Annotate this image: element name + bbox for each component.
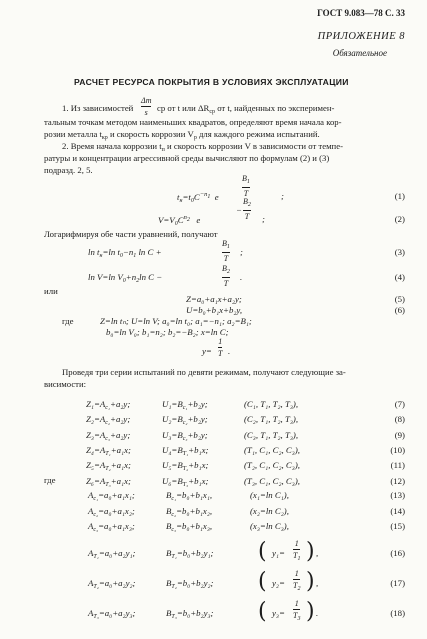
word-gde-1: где (62, 316, 74, 326)
para4-line2: висимости: (44, 379, 87, 389)
system-row-params: (T₁, C₁, C₂, C₃), (244, 444, 300, 455)
system-row-u (162, 460, 208, 473)
equation-3-end: ; (240, 247, 243, 257)
def-number: (15) (390, 521, 405, 531)
a-letter: A (88, 608, 94, 618)
den-letter: T (293, 581, 298, 591)
para1-line1-rest: ср от t или $\Delta R_{ср}$ от t, найденных по эксперимен- (157, 103, 335, 115)
b-letter: B (166, 490, 172, 500)
equation-1-end: ; (281, 191, 284, 201)
para1-line2: тальным точкам методом наименьших квадратов, определяют время начала кор- (44, 117, 342, 127)
paren-left: ( (258, 539, 267, 564)
equation-2-exponent: $B_2$ T (243, 197, 251, 221)
equation-6: U=b₀+b₁x+b₂y, (186, 305, 243, 315)
frac-bar (293, 609, 300, 610)
definitions-line-2: b₀=ln V₀; b₁=n₂; b₂=−B₂; x=ln C; (106, 327, 229, 337)
defT-a (88, 548, 136, 561)
a-letter: A (88, 521, 94, 531)
equation-1-number: (1) (394, 191, 405, 201)
system-row-z (86, 460, 131, 473)
u-sub: c₃ (182, 435, 188, 442)
a-letter: A (88, 490, 94, 500)
equation-2-minus: − (236, 205, 242, 215)
def-b (166, 521, 212, 534)
paren-right: ) (306, 599, 315, 624)
def-param: (x₂=ln C₂), (250, 505, 289, 516)
z-rest: +a₂y; (110, 429, 131, 440)
den-sub: 2 (297, 586, 301, 593)
frac-den (293, 551, 300, 563)
defT-y: y₂= (272, 578, 285, 588)
defT-number: (16) (390, 548, 405, 558)
a-rest: =a₀+a₁x₂; (98, 505, 135, 516)
equation-3-fraction: $B_1$ T (222, 239, 230, 263)
system-row-number: (12) (390, 475, 405, 486)
z-a: Z₄=A (86, 444, 106, 455)
appendix-status: Обязательное (332, 48, 387, 58)
z-a: Z₃=A (86, 429, 106, 440)
definition-y-fraction: 1 T (218, 337, 223, 359)
den-letter: T (293, 551, 298, 561)
u-rest: +b₂y; (187, 414, 208, 425)
u-a: U₂=B (162, 414, 183, 425)
system-row-params: (C₂, T₁, T₂, T₃), (244, 414, 299, 425)
frac-den (293, 581, 300, 593)
equation-1-exponent: $B_1$ T (242, 174, 250, 198)
def-number: (14) (390, 505, 405, 516)
system-row-z (86, 476, 131, 489)
system-row-number: (8) (394, 414, 405, 425)
frac-bar (293, 579, 300, 580)
z-sub: c₂ (105, 420, 111, 427)
def-b (166, 490, 212, 503)
frac-den (293, 611, 300, 623)
b-rest: =b₀+b₁x₃, (176, 521, 213, 531)
equation-5-number: (5) (394, 294, 405, 304)
z-sub: T₁ (105, 450, 111, 457)
z-a: Z₂=A (86, 414, 106, 425)
b-sub: T₁ (171, 554, 177, 560)
defT-fraction (293, 569, 300, 593)
def-a (88, 490, 135, 503)
paren-right: ) (306, 569, 315, 594)
defT-y: y₃= (272, 608, 285, 618)
def-a (88, 506, 135, 519)
para4-line1: Проведя три серии испытаний по девяти режимам, получают следующие за- (62, 367, 346, 377)
b-sub: T₂ (171, 584, 177, 590)
equation-3: $\ln t_н=\ln$ $t_0-n_1$ ln C + (88, 247, 162, 259)
defT-number: (18) (390, 608, 405, 618)
z-sub: T₃ (105, 481, 111, 488)
system-row-z (86, 445, 131, 458)
system-row-params: (T₂, C₁, C₂, C₃), (244, 460, 300, 471)
a-rest: =a₀+a₂y₂; (98, 578, 136, 588)
z-sub: c₃ (105, 435, 111, 442)
definitions-line-1: Z=ln tₙ; U=ln V; a₀=ln t₀; a₁=−n₁; a₂=B₁; (100, 316, 252, 326)
den-letter: T (293, 611, 298, 621)
defT-y: y₁= (272, 548, 285, 558)
a-rest: =a₀+a₂y₁; (98, 548, 136, 558)
para1-line3: розии металла $t_{кр}$ и скорость коррозии $V_р$ для каждого режима испытаний. (44, 129, 320, 141)
u-a: U₅=B (162, 460, 183, 471)
system-row-u (162, 445, 208, 458)
defT-b (166, 608, 214, 621)
z-a: Z₅=A (86, 460, 106, 471)
u-a: U₁=B (162, 399, 183, 409)
paren-left: ( (258, 599, 267, 624)
b-rest: =b₀+b₂y₃; (176, 608, 214, 618)
system-row-u (162, 430, 208, 443)
defT-tail: , (316, 548, 319, 558)
system-row-u (162, 476, 208, 489)
a-sub: c₂ (93, 511, 99, 518)
u-rest: +b₁x; (188, 475, 209, 486)
z-sub: c₁ (105, 405, 111, 411)
u-sub: c₂ (182, 420, 188, 427)
system-row-number: (9) (394, 429, 405, 440)
defT-a (88, 608, 136, 621)
a-rest: =a₀+a₁x₁; (98, 490, 135, 500)
b-rest: =b₀+b₂y₂; (176, 578, 214, 588)
b-sub: c₃ (171, 527, 177, 533)
equation-3-number: (3) (394, 247, 405, 257)
a-sub: c₁ (93, 496, 99, 502)
word-ili: или (44, 286, 58, 296)
u-rest: +b₁x; (188, 460, 209, 471)
a-sub: T₃ (93, 614, 99, 620)
def-param: (x₁=ln C₁), (250, 490, 289, 500)
system-row-number: (11) (390, 460, 405, 471)
system-row-u (162, 414, 208, 427)
defT-tail: , (316, 578, 319, 588)
z-rest: +a₁x; (110, 475, 131, 486)
system-row-params: (T₃, C₁, C₂, C₃), (244, 475, 300, 486)
b-letter: B (166, 548, 172, 558)
a-letter: A (88, 548, 94, 558)
b-letter: B (166, 505, 172, 516)
u-a: U₆=B (162, 475, 183, 486)
equation-4-end: . (240, 272, 243, 282)
para1-fraction: Δm s (141, 96, 152, 118)
b-letter: B (166, 608, 172, 618)
system-row-u (162, 399, 208, 412)
u-rest: +b₁x; (188, 444, 209, 455)
equation-2-number: (2) (394, 214, 405, 224)
z-a: Z₁=A (86, 399, 106, 409)
u-rest: +b₂y; (187, 429, 208, 440)
section-heading: РАСЧЕТ РЕСУРСА ПОКРЫТИЯ В УСЛОВИЯХ ЭКСПЛУАТАЦИИ (74, 77, 349, 87)
equation-2: $V=V_0C^{n2}$ e (158, 214, 201, 227)
u-sub: T₁ (182, 450, 189, 457)
appendix-title: ПРИЛОЖЕНИЕ 8 (317, 31, 405, 42)
word-gde-2: где (44, 475, 56, 485)
b-letter: B (166, 521, 172, 531)
paren-left: ( (258, 569, 267, 594)
def-a (88, 521, 135, 534)
z-rest: +a₂y; (110, 414, 131, 425)
b-sub: T₃ (171, 614, 177, 620)
z-rest: +a₁x; (110, 460, 131, 471)
para3: Логарифмируя обе части уравнений, получают (44, 229, 218, 239)
a-rest: =a₀+a₁x₃; (98, 521, 135, 531)
defT-number: (17) (390, 578, 405, 588)
a-letter: A (88, 578, 94, 588)
def-b (166, 506, 212, 519)
frac-bar (293, 549, 300, 550)
b-sub: c₂ (171, 511, 177, 518)
z-sub: T₂ (105, 466, 111, 473)
page-header: ГОСТ 9.083—78 С. 33 (317, 8, 405, 18)
a-sub: T₁ (93, 554, 99, 560)
a-rest: =a₀+a₂y₃; (98, 608, 136, 618)
den-sub: 3 (297, 616, 301, 623)
equation-4-number: (4) (394, 272, 405, 282)
definition-y-end: . (228, 346, 231, 356)
a-sub: T₂ (93, 584, 99, 590)
u-sub: T₂ (182, 466, 189, 473)
system-row-z (86, 430, 130, 443)
frac-num: 1 (294, 599, 299, 608)
defT-fraction (293, 599, 300, 623)
para1-line1: 1. Из зависимостей (62, 103, 134, 113)
defT-fraction (293, 539, 300, 563)
frac-num: 1 (294, 539, 299, 548)
u-sub: c₁ (182, 405, 188, 411)
z-rest: +a₂y; (110, 399, 131, 409)
z-a: Z₆=A (86, 475, 106, 486)
b-rest: =b₀+b₂y₁; (176, 548, 214, 558)
para2-line3: подразд. 2, 5. (44, 165, 93, 175)
b-letter: B (166, 578, 172, 588)
system-row-params: (C₁, T₁, T₂, T₃), (244, 399, 299, 409)
u-a: U₄=B (162, 444, 183, 455)
frac-num: 1 (294, 569, 299, 578)
b-rest: =b₀+b₁x₁, (176, 490, 213, 500)
para2-line1: 2. Время начала коррозии $t_п$ и скорость коррозии V в зависимости от темпе- (62, 141, 343, 153)
equation-4: ln V=ln $V_0+n_2\ln$ C − (88, 272, 163, 284)
defT-tail: . (316, 608, 319, 618)
u-sub: T₃ (182, 481, 189, 488)
para2-line2: ратуры и концентрации агрессивной среды вычисляют по формулам (2) и (3) (44, 153, 330, 163)
equation-2-end: ; (262, 214, 265, 224)
equation-1: $t_н=t_0C^{-n1}$ e (177, 191, 219, 204)
paren-right: ) (306, 539, 315, 564)
system-row-params: (C₃, T₁, T₂, T₃), (244, 429, 299, 440)
b-sub: c₁ (171, 496, 177, 502)
a-sub: c₃ (93, 527, 99, 533)
equation-4-fraction: $B_2$ T (222, 264, 230, 288)
def-number: (13) (390, 490, 405, 500)
den-sub: 1 (297, 556, 301, 563)
equation-6-number: (6) (394, 305, 405, 315)
u-rest: +b₂y; (187, 399, 208, 409)
defT-b (166, 548, 214, 561)
u-a: U₃=B (162, 429, 183, 440)
system-row-z (86, 414, 130, 427)
system-row-number: (7) (394, 399, 405, 409)
system-row-number: (10) (390, 444, 405, 455)
equation-5: Z=a₀+a₁x+a₂y; (186, 294, 242, 304)
defT-a (88, 578, 136, 591)
b-rest: =b₀+b₁x₂, (176, 505, 213, 516)
z-rest: +a₁x; (110, 444, 131, 455)
defT-b (166, 578, 214, 591)
def-param: (x₃=ln C₃), (250, 521, 289, 531)
a-letter: A (88, 505, 94, 516)
definition-y: y= (202, 346, 212, 356)
system-row-z (86, 399, 130, 412)
